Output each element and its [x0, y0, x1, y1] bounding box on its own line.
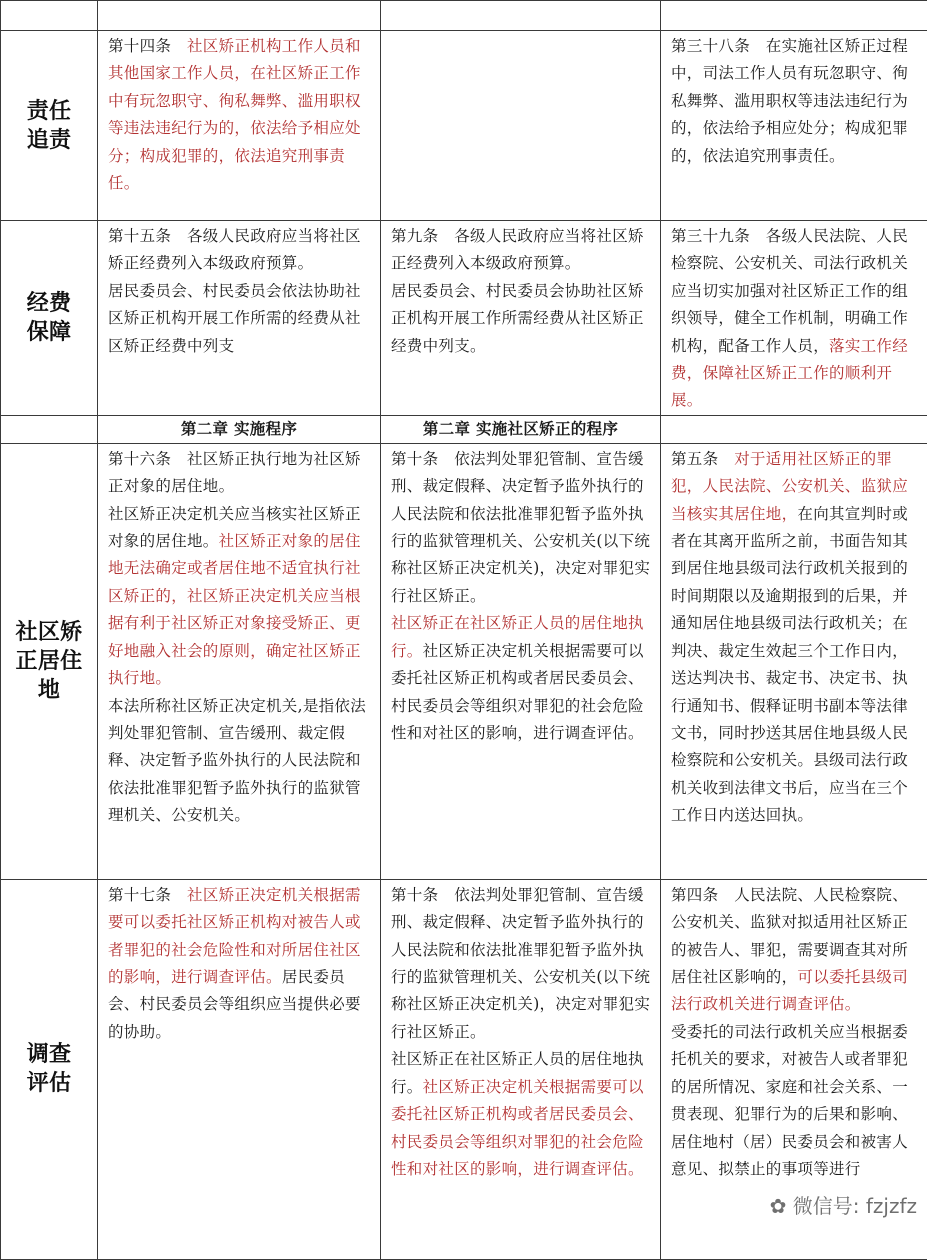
- cell-empty: [1, 1, 98, 31]
- cell-funding-col1: [98, 221, 381, 416]
- paragraph: 第十条 依法判处罪犯管制、宣告缓刑、裁定假释、决定暂予监外执行的人民法院和依法批准罪犯暂予监外执行的监狱管理机关、公安机关(以下统称社区矫正决定机关)，决定对罪犯实行社区矫正。: [391, 882, 652, 1046]
- cell-empty: [98, 1, 381, 31]
- paragraph: 受委托的司法行政机关应当根据委托机关的要求，对被告人或者罪犯的居所情况、家庭和社会关系、一贯表现、犯罪行为的后果和影响、居住地村（居）民委员会和被害人意见、拟禁止的事项等进行: [671, 1019, 919, 1183]
- paragraph: 第九条 各级人民政府应当将社区矫正经费列入本级政府预算。: [391, 223, 652, 278]
- cell-funding-col2: [381, 221, 661, 416]
- cell-empty: [661, 415, 927, 443]
- row-label-responsibility: 责任 追责: [1, 31, 98, 221]
- paragraph-text: 社区矫正决定机关应当核实社区矫正对象的居住地。: [108, 505, 361, 550]
- cell-empty: [1, 415, 98, 443]
- paragraph: [391, 610, 652, 747]
- article-number: 第十四条: [108, 37, 171, 55]
- paragraph-text: 社区矫正决定机关根据需要可以委托社区矫正机构或者居民委员会、村民委员会等组织对罪犯的社会危险性和对社区的影响，进行调查评估。: [391, 642, 644, 742]
- article-number: 第十七条: [108, 886, 187, 904]
- row-label-assessment: 调查 评估: [1, 879, 98, 1259]
- paragraph: 居民委员会、村民委员会依法协助社区矫正机构开展工作所需的经费从社区矫正经费中列支: [108, 278, 372, 360]
- row-label-funding: 经费 保障: [1, 221, 98, 416]
- highlighted-text: 落实工作经费，保障社区矫正工作的顺利开展。: [671, 337, 908, 410]
- wechat-watermark: [766, 1190, 921, 1219]
- paragraph: [108, 501, 372, 693]
- cell-residence-col1: [98, 443, 381, 879]
- cell-responsibility-col3: [661, 31, 927, 221]
- paragraph: 本法所称社区矫正决定机关,是指依法判处罪犯管制、宣告缓刑、裁定假释、决定暂予监外执行的人民法院和依法批准罪犯暂予监外执行的监狱管理机关、公安机关。: [108, 693, 372, 830]
- table-row-funding: [1, 221, 927, 416]
- cell-empty: [661, 1, 927, 31]
- cell-responsibility-col1: [98, 31, 381, 221]
- cell-assessment-col1: [98, 879, 381, 1259]
- row-label-residence: 社区矫 正居住 地: [1, 443, 98, 879]
- cell-residence-col2: [381, 443, 661, 879]
- wechat-icon: ✿: [770, 1194, 787, 1218]
- article-text: 第三十九条 各级人民法院、人民检察院、公安机关、司法行政机关应当切实加强对社区矫正工作的组织领导，健全工作机制，明确工作机构，配备工作人员，: [671, 227, 908, 355]
- article-text: 在向其宣判时或者在其离开监所之前，书面告知其到居住地县级司法行政机关报到的时间期限以及逾期报到的后果，并通知居住地县级司法行政机关；在判决、裁定生效起三个工作日内，送达判决书、裁定书、决定书、执行通知书、假释证明书副本等法律文书，同时抄送其居住地县级人民检察院和公安机关。县级司法行政机关收到法律文书后，应当在三个工作日内送达回执。: [671, 505, 908, 824]
- highlighted-text: 对于适用社区矫正的罪犯，人民法院、公安机关、监狱应当核实其居住地，: [671, 450, 908, 523]
- article-text: 第三十八条 在实施社区矫正过程中，司法工作人员有玩忽职守、徇私舞弊、滥用职权等违法违纪行为的，依法给予相应处分；构成犯罪的，依法追究刑事责任。: [671, 37, 908, 165]
- chapter-heading: 第二章 实施程序: [98, 415, 381, 443]
- chapter-heading: 第二章 实施社区矫正的程序: [381, 415, 661, 443]
- paragraph: [391, 1046, 652, 1183]
- paragraph-text: 第四条 人民法院、人民检察院、公安机关、监狱对拟适用社区矫正的被告人、罪犯，需要调查其对所居住社区影响的，: [671, 886, 908, 986]
- highlighted-text: 社区矫正决定机关根据需要可以委托社区矫正机构或者居民委员会、村民委员会等组织对罪犯的社会危险性和对社区的影响，进行调查评估。: [391, 1078, 644, 1178]
- paragraph: 居民委员会、村民委员会协助社区矫正机构开展工作所需经费从社区矫正经费中列支。: [391, 278, 652, 360]
- paragraph: [671, 882, 919, 1019]
- highlighted-text: 社区矫正决定机关根据需要可以委托社区矫正机构对被告人或者罪犯的社会危险性和对所居住社区的影响，进行调查评估。: [108, 886, 361, 986]
- table-row-responsibility: [1, 31, 927, 221]
- paragraph: 第十五条 各级人民政府应当将社区矫正经费列入本级政府预算。: [108, 223, 372, 278]
- cell-funding-col3: [661, 221, 927, 416]
- table-row-chapter: [1, 415, 927, 443]
- watermark-text: 微信号: fzjzfz: [793, 1194, 917, 1218]
- article-number: 第五条: [671, 450, 734, 468]
- cell-assessment-col2: [381, 879, 661, 1259]
- table-row-residence: [1, 443, 927, 879]
- highlighted-text: 社区矫正对象的居住地无法确定或者居住地不适宜执行社区矫正的，社区矫正决定机关应当根据有利于社区矫正对象接受矫正、更好地融入社会的原则，确定社区矫正执行地。: [108, 532, 361, 687]
- highlighted-text: 社区矫正机构工作人员和其他国家工作人员，在社区矫正工作中有玩忽职守、徇私舞弊、滥用职权等违法违纪行为的，依法给予相应处分；构成犯罪的，依法追究刑事责任。: [108, 37, 361, 192]
- cell-empty: [381, 1, 661, 31]
- highlighted-text: 社区矫正在社区矫正人员的居住地执行。: [391, 614, 644, 659]
- cell-residence-col3: [661, 443, 927, 879]
- table-row-top-partial: [1, 1, 927, 31]
- paragraph-text: 社区矫正在社区矫正人员的居住地执行。: [391, 1050, 644, 1095]
- highlighted-text: 可以委托县级司法行政机关进行调查评估。: [671, 968, 908, 1013]
- paragraph: 第十条 依法判处罪犯管制、宣告缓刑、裁定假释、决定暂予监外执行的人民法院和依法批准罪犯暂予监外执行的监狱管理机关、公安机关(以下统称社区矫正决定机关)，决定对罪犯实行社区矫正。: [391, 446, 652, 610]
- article-text: 居民委员会、村民委员会等组织应当提供必要的协助。: [108, 968, 361, 1041]
- paragraph: 第十六条 社区矫正执行地为社区矫正对象的居住地。: [108, 446, 372, 501]
- cell-responsibility-col2: [381, 31, 661, 221]
